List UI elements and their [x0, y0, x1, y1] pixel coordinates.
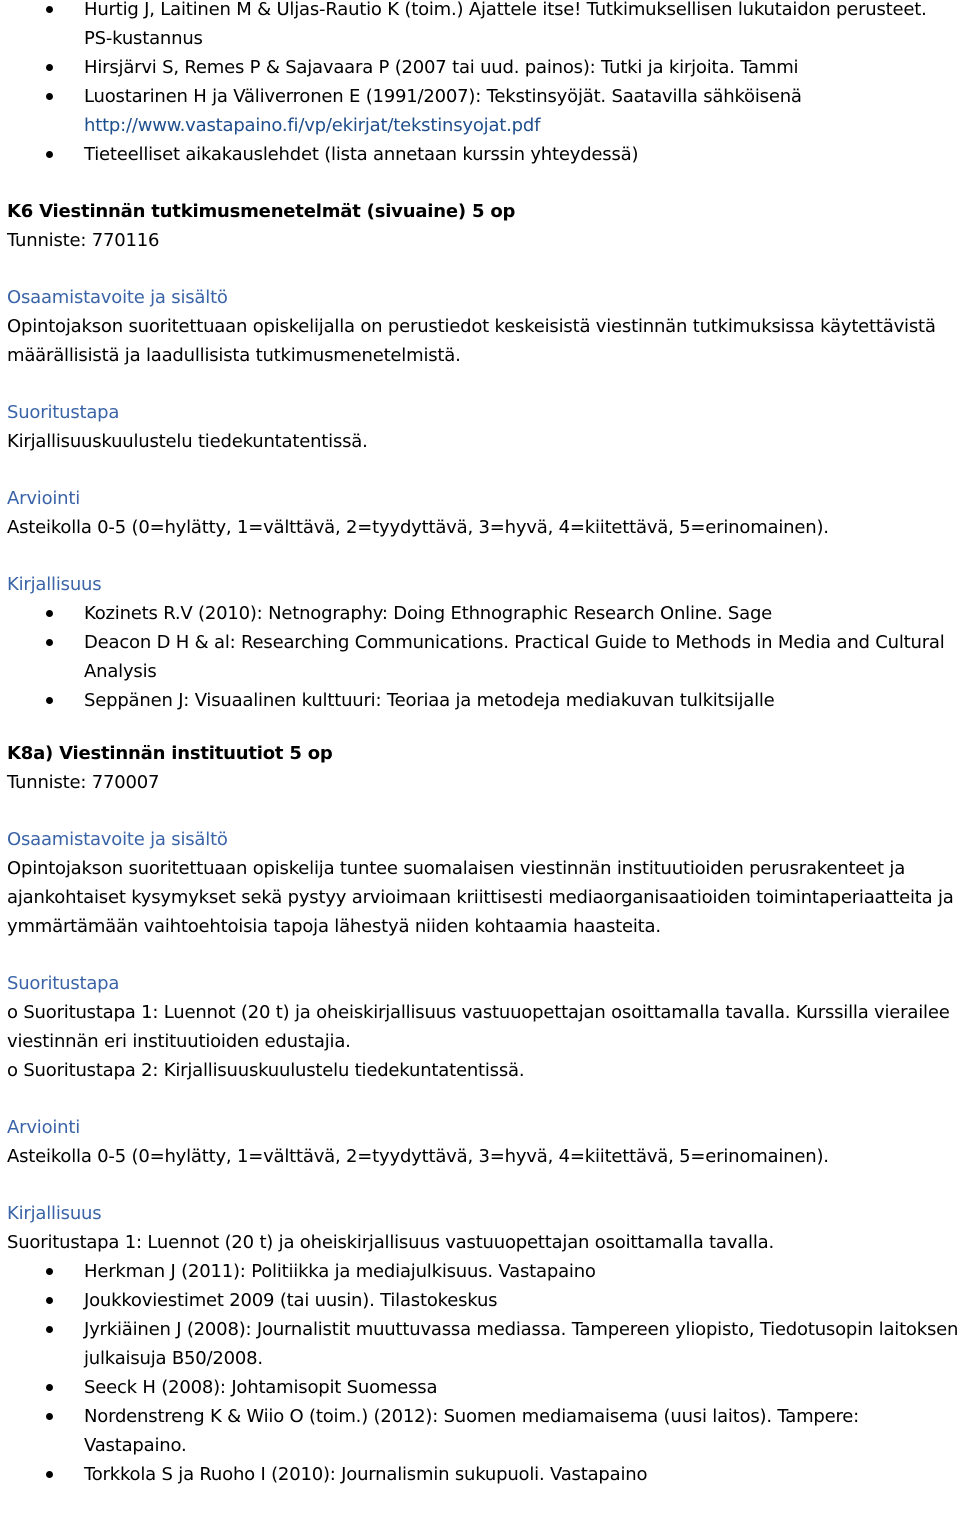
course-title: K6 Viestinnän tutkimusmenetelmät (sivuaine) 5 op [7, 201, 516, 222]
list-item: Torkkola S ja Ruoho I (2010): Journalismin sukupuoli. Vastapaino [7, 1460, 959, 1489]
list-item: Seppänen J: Visuaalinen kulttuuri: Teoriaa ja metodeja mediakuvan tulkitsijalle [7, 686, 959, 715]
course-k6 [7, 197, 959, 715]
reference-list [7, 0, 959, 169]
course-title: K8a) Viestinnän instituutiot 5 op [7, 743, 333, 764]
list-item [7, 82, 959, 140]
evaluation-heading: Arviointi [7, 488, 81, 509]
method-option-2: o Suoritustapa 2: Kirjallisuuskuulustelu tiedekuntatentissä. [7, 1060, 525, 1081]
list-item: Kozinets R.V (2010): Netnography: Doing Ethnographic Research Online. Sage [7, 599, 959, 628]
literature-list [7, 1257, 959, 1489]
list-item: Deacon D H & al: Researching Communications. Practical Guide to Methods in Media and Cultural Analysis [7, 628, 959, 686]
list-item [7, 140, 959, 169]
method-option-1: o Suoritustapa 1: Luennot (20 t) ja oheiskirjallisuus vastuuopettajan osoittamalla tavalla. Kurssilla vierailee viestinnän eri instituutioiden edustajia. [7, 1002, 950, 1052]
list-item [7, 0, 959, 53]
list-item: Herkman J (2011): Politiikka ja mediajulkisuus. Vastapaino [7, 1257, 959, 1286]
course-id: Tunniste: 770116 [7, 230, 160, 251]
goal-text: Opintojakson suoritettuaan opiskelijalla on perustiedot keskeisistä viestinnän tutkimuksissa käytettävistä määrällisistä ja laadullisista tutkimusmenetelmistä. [7, 316, 936, 366]
method-heading: Suoritustapa [7, 402, 120, 423]
ebook-link[interactable]: http://www.vastapaino.fi/vp/ekirjat/tekstinsyojat.pdf [84, 115, 541, 136]
literature-heading: Kirjallisuus [7, 574, 102, 595]
list-item: Seeck H (2008): Johtamisopit Suomessa [7, 1373, 959, 1402]
evaluation-heading: Arviointi [7, 1117, 81, 1138]
course-k8a [7, 739, 959, 1489]
list-item: Joukkoviestimet 2009 (tai uusin). Tilastokeskus [7, 1286, 959, 1315]
literature-list [7, 599, 959, 715]
list-item [7, 53, 959, 82]
literature-heading: Kirjallisuus [7, 1203, 102, 1224]
goal-heading: Osaamistavoite ja sisältö [7, 829, 228, 850]
document-page [7, 0, 959, 1489]
goal-text: Opintojakson suoritettuaan opiskelija tuntee suomalaisen viestinnän instituutioiden perusrakenteet ja ajankohtaiset kysymykset sekä pystyy arvioimaan kriittisesti mediaorganisaatioiden toimintaperiaatteita ja ymmärtämään vaihtoehtoisia tapoja lähestyä niiden kohtaamia haasteita. [7, 858, 954, 937]
course-id: Tunniste: 770007 [7, 772, 160, 793]
reference-text: Hurtig J, Laitinen M & Uljas-Rautio K (toim.) Ajattele itse! Tutkimuksellisen lukutaidon perusteet. PS-kustannus [84, 0, 927, 49]
goal-heading: Osaamistavoite ja sisältö [7, 287, 228, 308]
method-text: Kirjallisuuskuulustelu tiedekuntatentissä. [7, 431, 368, 452]
literature-intro: Suoritustapa 1: Luennot (20 t) ja oheiskirjallisuus vastuuopettajan osoittamalla tavalla. [7, 1232, 774, 1253]
evaluation-text: Asteikolla 0-5 (0=hylätty, 1=välttävä, 2=tyydyttävä, 3=hyvä, 4=kiitettävä, 5=erinomainen). [7, 517, 829, 538]
reference-text: Luostarinen H ja Väliverronen E (1991/2007): Tekstinsyöjät. Saatavilla sähköisenä [84, 86, 802, 107]
list-item: Jyrkiäinen J (2008): Journalistit muuttuvassa mediassa. Tampereen yliopisto, Tiedotusopin laitoksen julkaisuja B50/2008. [7, 1315, 959, 1373]
method-heading: Suoritustapa [7, 973, 120, 994]
reference-text: Hirsjärvi S, Remes P & Sajavaara P (2007 tai uud. painos): Tutki ja kirjoita. Tammi [84, 57, 799, 78]
list-item: Nordenstreng K & Wiio O (toim.) (2012): Suomen mediamaisema (uusi laitos). Tampere: Vastapaino. [7, 1402, 959, 1460]
reference-text: Tieteelliset aikakauslehdet (lista annetaan kurssin yhteydessä) [84, 144, 639, 165]
evaluation-text: Asteikolla 0-5 (0=hylätty, 1=välttävä, 2=tyydyttävä, 3=hyvä, 4=kiitettävä, 5=erinomainen). [7, 1146, 829, 1167]
